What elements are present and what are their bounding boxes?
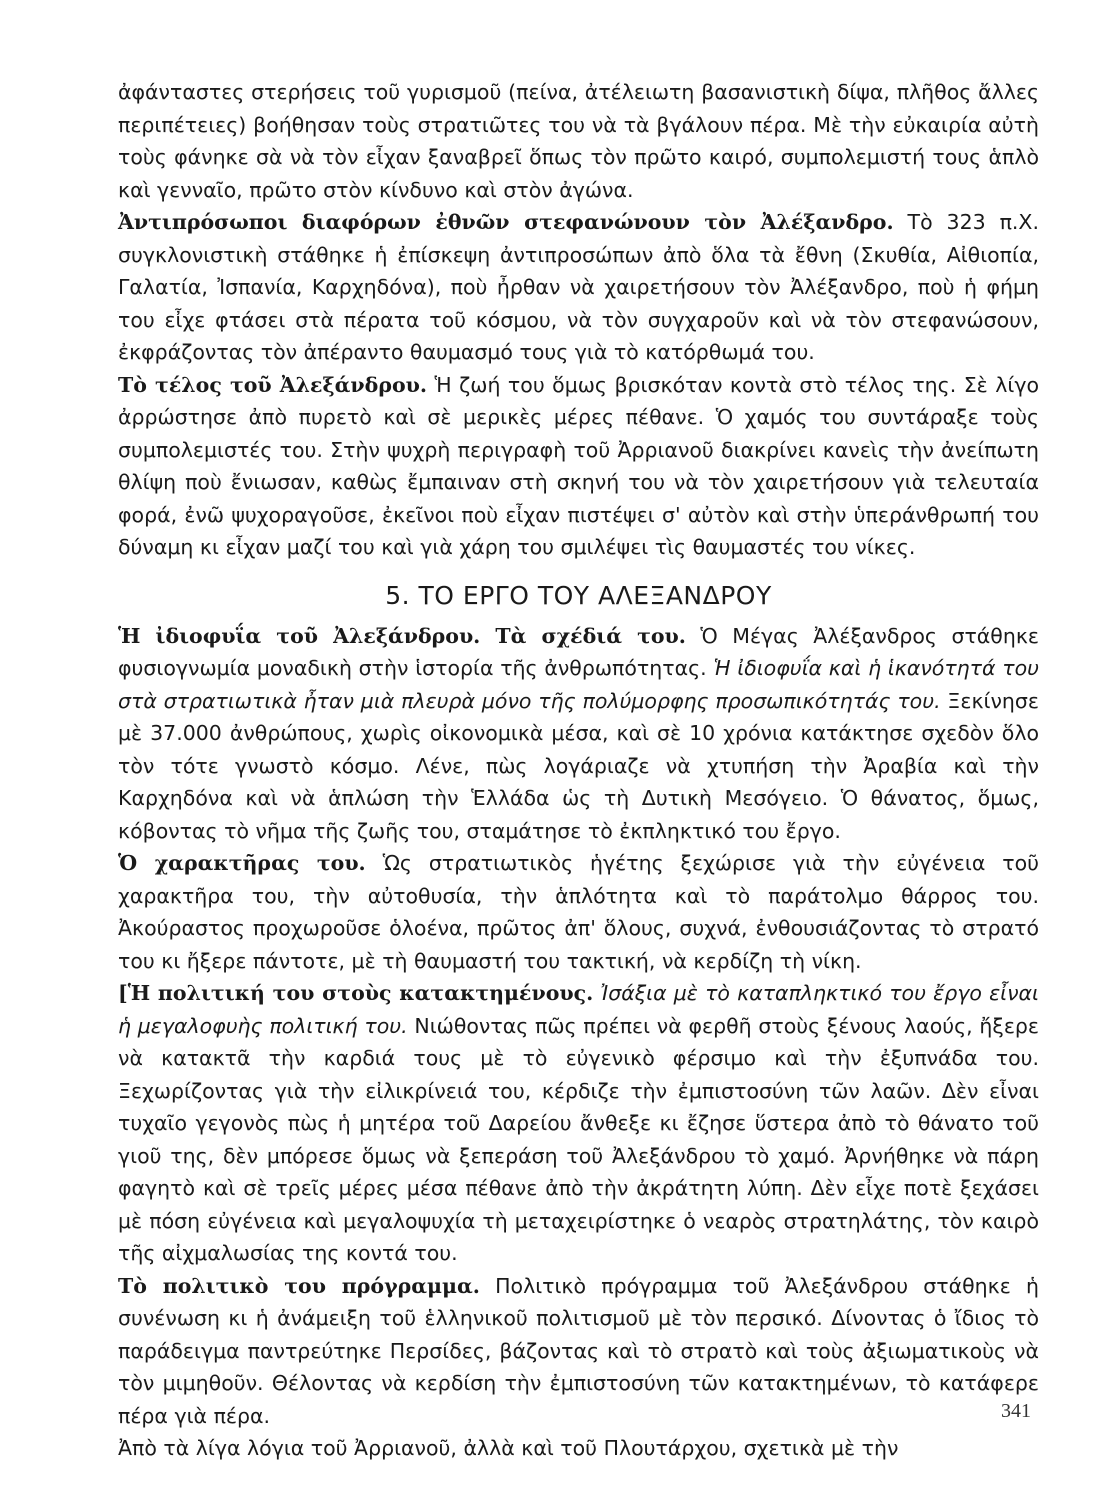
paragraph-lead: Ὁ χαρακτῆρας του. bbox=[118, 851, 366, 875]
body-text bbox=[118, 76, 1039, 1465]
paragraph-political-program: Τὸ πολιτικὸ του πρόγραμμα. Πολιτικὸ πρόγραμμα τοῦ Ἀλεξάνδρου στάθηκε ἡ συνένωση κι ἡ ἀνάμειξη τοῦ ἑλληνικοῦ πολιτισμοῦ μὲ τὸν περσικό. Δίνοντας ὁ ἴδιος τὸ παράδειγμα παντρεύτηκε Περσίδες, βάζοντας καὶ τὸ στρατὸ καὶ τοὺς ἀξιωματικοὺς νὰ τὸν μιμηθοῦν. Θέλοντας νὰ κερδίση τὴν ἐμπιστοσύνη τῶν κατακτημένων, τὸ κατάφερε πέρα γιὰ πέρα. bbox=[118, 1273, 1039, 1428]
paragraph-genius: Ἡ ἰδιοφυΐα τοῦ Ἀλεξάνδρου. Τὰ σχέδιά του. Ὁ Μέγας Ἀλέξανδρος στάθηκε φυσιογνωμία μοναδικὴ στὴν ἱστορία τῆς ἀνθρωπότητας. Ἡ ἰδιοφυΐα καὶ ἡ ἱκανότητά του στὰ στρατιωτικὰ ἦταν μιὰ πλευρὰ μόνο τῆς πολύμορφης προσωπικότητάς του. Ξεκίνησε μὲ 37.000 ἀνθρώπους, χωρὶς οἰκονομικὰ μέσα, καὶ σὲ 10 χρόνια κατάκτησε σχεδὸν ὅλο τὸν τότε γνωστὸ κόσμο. Λένε, πὼς λογάριαζε νὰ χτυπήση τὴν Ἀραβία καὶ τὴν Καρχηδόνα καὶ νὰ ἁπλώση τὴν Ἑλλάδα ὡς τὴ Δυτικὴ Μεσόγειο. Ὁ θάνατος, ὅμως, κόβοντας τὸ νῆμα τῆς ζωῆς του, σταμάτησε τὸ ἐκπληκτικό του ἔργο. bbox=[118, 623, 1039, 843]
paragraph-ambassadors: Ἀντιπρόσωποι διαφόρων ἐθνῶν στεφανώνουν τὸν Ἀλέξανδρο. Τὸ 323 π.Χ. συγκλονιστικὴ στάθηκε ἡ ἐπίσκεψη ἀντιπροσώπων ἀπὸ ὅλα τὰ ἔθνη (Σκυθία, Αἰθιοπία, Γαλατία, Ἰσπανία, Καρχηδόνα), ποὺ ἦρθαν νὰ χαιρετήσουν τὸν Ἀλέξανδρο, ποὺ ἡ φήμη του εἶχε φτάσει στὰ πέρατα τοῦ κόσμου, νὰ τὸν συγχαροῦν καὶ νὰ τὸν στεφανώσουν, ἐκφράζοντας τὸν ἀπέραντο θαυμασμό τους γιὰ τὸ κατόρθωμά του. bbox=[118, 210, 1039, 364]
paragraph-policy: [Ἡ πολιτική του στοὺς κατακτημένους. Ἰσάξια μὲ τὸ καταπληκτικό του ἔργο εἶναι ἡ μεγαλοφυὴς πολιτική του. Νιώθοντας πῶς πρέπει νὰ φερθῆ στοὺς ξένους λαούς, ἤξερε νὰ κατακτᾶ τὴν καρδιά τους μὲ τὸ εὐγενικὸ φέρσιμο καὶ τὴν ἐξυπνάδα του. Ξεχωρίζοντας γιὰ τὴν εἰλικρίνειά του, κέρδιζε τὴν ἐμπιστοσύνη τῶν λαῶν. Δὲν εἶναι τυχαῖο γεγονὸς πὼς ἡ μητέρα τοῦ Δαρείου ἄνθεξε κι ἔζησε ὕστερα ἀπὸ τὸ θάνατο τοῦ γιοῦ της, δὲν μπόρεσε ὅμως νὰ ξεπεράση τοῦ Ἀλεξάνδρου τὸ χαμό. Ἀρνήθηκε νὰ πάρη φαγητὸ καὶ σὲ τρεῖς μέρες μέσα πέθανε ἀπὸ τὴν ἀκράτητη λύπη. Δὲν εἶχε ποτὲ ξεχάσει μὲ πόση εὐγένεια καὶ μεγαλοψυχία τὴ μεταχειρίστηκε ὁ νεαρὸς στρατηλάτης, τὸν καιρὸ τῆς αἰχμαλωσίας της κοντά του. bbox=[118, 981, 1039, 1265]
paragraph-character: Ὁ χαρακτῆρας του. Ὡς στρατιωτικὸς ἡγέτης ξεχώρισε γιὰ τὴν εὐγένεια τοῦ χαρακτῆρα του, τὴν αὐτοθυσία, τὴν ἁπλότητα καὶ τὸ παράτολμο θάρρος του. Ἀκούραστος προχωροῦσε ὁλοένα, πρῶτος ἀπ' ὅλους, συχνά, ἐνθουσιάζοντας τὸ στρατό του κι ἤξερε πάντοτε, μὲ τὴ θαυμαστή του τακτική, νὰ κερδίζη τὴ νίκη. bbox=[118, 851, 1039, 973]
paragraph-continuation: ἀφάνταστες στερήσεις τοῦ γυρισμοῦ (πείνα, ἀτέλειωτη βασανιστικὴ δίψα, πλῆθος ἄλλες περιπέτειες) βοήθησαν τοὺς στρατιῶτες του νὰ τὰ βγάλουν πέρα. Μὲ τὴν εὐκαιρία αὐτὴ τοὺς φάνηκε σὰ νὰ τὸν εἶχαν ξαναβρεῖ ὅπως τὸν πρῶτο καιρό, συμπολεμιστή τους ἁπλὸ καὶ γενναῖο, πρῶτο στὸν κίνδυνο καὶ στὸν ἀγώνα. bbox=[118, 80, 1039, 202]
paragraph-lead: Τὸ τέλος τοῦ Ἀλεξάνδρου. bbox=[118, 372, 427, 397]
page-number: 341 bbox=[1001, 1400, 1031, 1422]
paragraph-lead: [Ἡ πολιτική του στοὺς κατακτημένους. bbox=[118, 981, 594, 1005]
paragraph-lead: Ἡ ἰδιοφυΐα τοῦ Ἀλεξάνδρου. Τὰ σχέδιά του. bbox=[118, 623, 686, 648]
paragraph-lead: Τὸ πολιτικὸ του πρόγραμμα. bbox=[118, 1273, 480, 1298]
paragraph-final-line: Ἀπὸ τὰ λίγα λόγια τοῦ Ἀρριανοῦ, ἀλλὰ καὶ τοῦ Πλουτάρχου, σχετικὰ μὲ τὴν bbox=[118, 1436, 899, 1460]
section-heading: 5. ΤΟ ΕΡΓΟ ΤΟΥ ΑΛΕΞΑΝΔΡΟΥ bbox=[385, 580, 772, 610]
paragraph-end-of-alexander: Τὸ τέλος τοῦ Ἀλεξάνδρου. Ἡ ζωή του ὅμως βρισκόταν κοντὰ στὸ τέλος της. Σὲ λίγο ἀρρώστησε ἀπὸ πυρετὸ καὶ σὲ μερικὲς μέρες πέθανε. Ὁ χαμός του συντάραξε τοὺς συμπολεμιστές του. Στὴν ψυχρὴ περιγραφὴ τοῦ Ἀρριανοῦ διακρίνει κανεὶς τὴν ἀνείπωτη θλίψη ποὺ ἔνιωσαν, καθὼς ἔμπαιναν στὴ σκηνή του νὰ τὸν χαιρετήσουν γιὰ τελευταία φορά, ἐνῶ ψυχοραγοῦσε, ἐκεῖνοι ποὺ εἶχαν πιστέψει σ' αὐτὸν καὶ στὴν ὑπεράνθρωπή του δύναμη κι εἶχαν μαζί του καὶ γιὰ χάρη του σμιλέψει τὶς θαυμαστές του νίκες. bbox=[118, 372, 1040, 559]
paragraph-lead: Ἀντιπρόσωποι διαφόρων ἐθνῶν στεφανώνουν τὸν Ἀλέξανδρο. bbox=[118, 210, 894, 234]
